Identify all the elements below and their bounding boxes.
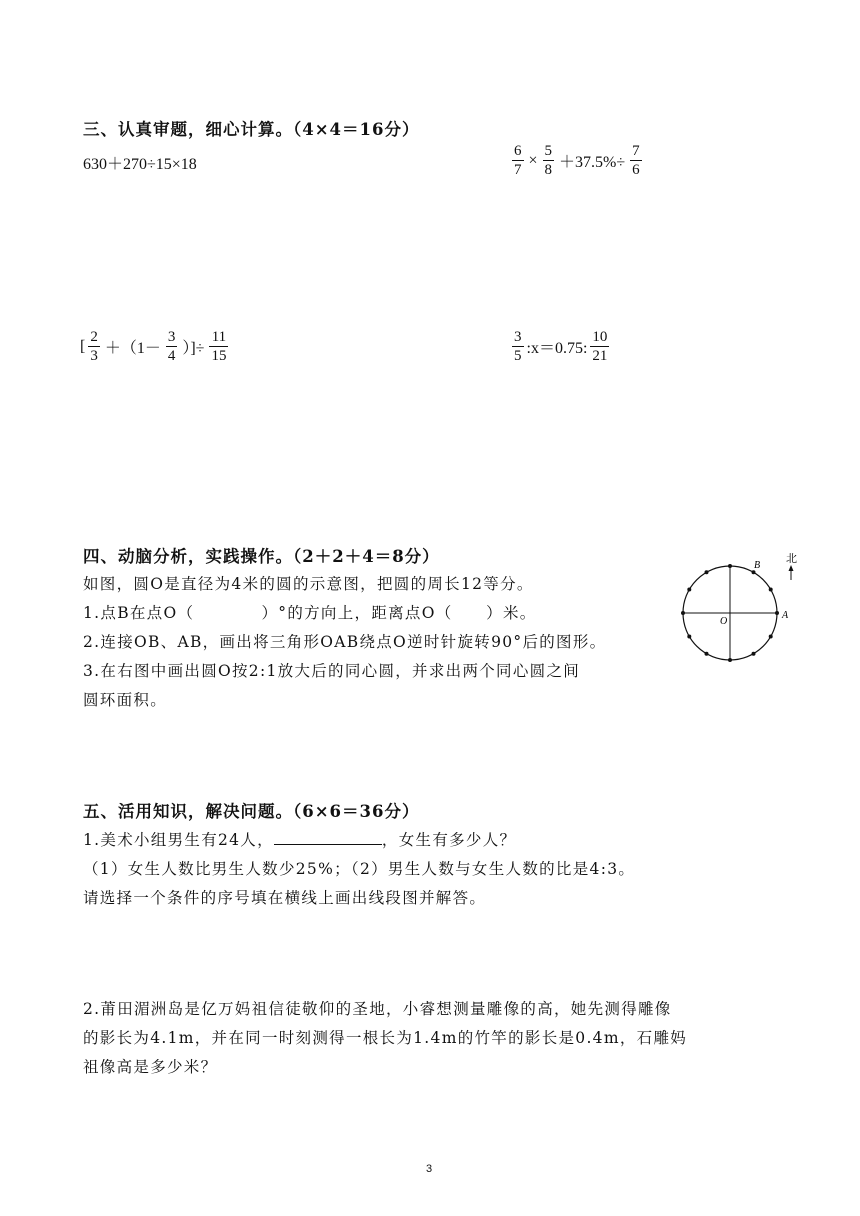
numerator: 11 — [209, 328, 228, 347]
fraction — [512, 328, 524, 365]
numerator: 5 — [544, 143, 553, 159]
section5-heading: 五、活用知识，解决问题。（6×6＝36分） — [83, 802, 420, 821]
section4-question-2: 2.连接OB、AB，画出将三角形OAB绕点O逆时针旋转90°后的图形。 — [83, 633, 607, 651]
fraction — [590, 328, 609, 365]
problem-3 — [80, 328, 230, 365]
denominator: 21 — [592, 348, 608, 364]
answer-blank[interactable] — [274, 830, 382, 845]
denominator: 8 — [544, 162, 553, 178]
section5-question-1-options: （1）女生人数比男生人数少25%；（2）男生人数与女生人数的比是4:3。 — [83, 860, 636, 878]
division-point — [705, 652, 709, 656]
division-point — [769, 588, 773, 592]
denominator: 7 — [514, 162, 522, 178]
numerator: 7 — [632, 143, 640, 159]
fraction — [166, 328, 178, 365]
numerator: 3 — [514, 329, 522, 345]
denominator: 5 — [514, 348, 522, 364]
label-a: A — [782, 610, 789, 621]
operator: ）]÷ — [182, 340, 205, 357]
section4-question-3-line1: 3.在右图中画出圆O按2:1放大后的同心圆，并求出两个同心圆之间 — [83, 662, 581, 680]
problem-4 — [510, 328, 611, 365]
denominator: 3 — [90, 348, 98, 364]
operator: ＋（1－ — [104, 340, 161, 357]
division-point — [681, 611, 685, 615]
fraction — [88, 328, 100, 365]
section4-question-3-line2: 圆环面积。 — [83, 691, 168, 709]
fraction — [209, 328, 228, 365]
question-text: ，女生有多少人？ — [381, 831, 517, 849]
section3-heading: 三、认真审题，细心计算。（4×4＝16分） — [83, 120, 420, 139]
question-text: 1.美术小组男生有24人， — [83, 831, 274, 849]
section4-question-1: 1.点B在点O（ ）°的方向上，距离点O（ ）米。 — [83, 604, 537, 622]
numerator: 2 — [90, 329, 98, 345]
division-point — [728, 658, 732, 662]
division-point — [687, 635, 691, 639]
page-number: 3 — [426, 1163, 433, 1175]
denominator: 6 — [632, 162, 640, 178]
north-label: 北 — [786, 552, 797, 565]
operator: × — [528, 151, 538, 169]
division-point — [728, 564, 732, 568]
division-point — [769, 635, 773, 639]
section5-question-1-instruction: 请选择一个条件的序号填在横线上画出线段图并解答。 — [83, 889, 487, 907]
operator: ＋37.5%÷ — [559, 154, 626, 171]
section5-question-2-line3: 祖像高是多少米？ — [83, 1058, 218, 1076]
denominator: 4 — [167, 348, 176, 364]
division-point — [775, 611, 779, 615]
circle-figure — [676, 548, 806, 670]
section4-heading: 四、动脑分析，实践操作。（2＋2＋4＝8分） — [83, 547, 440, 566]
label-b: B — [754, 560, 761, 571]
north-arrowhead-icon — [789, 565, 794, 571]
numerator: 3 — [167, 329, 176, 345]
section4-intro: 如图，圆O是直径为4米的圆的示意图，把圆的周长12等分。 — [83, 575, 534, 593]
bracket: [ — [80, 337, 86, 355]
operator: :x＝0.75: — [526, 340, 588, 357]
problem-1: 630＋270÷15×18 — [83, 156, 197, 173]
fraction — [512, 142, 524, 179]
section5-question-2-line2: 的影长为4.1m，并在同一时刻测得一根长为1.4m的竹竿的影长是0.4m，石雕妈 — [83, 1029, 688, 1047]
section5-question-2-line1: 2.莆田湄洲岛是亿万妈祖信徒敬仰的圣地，小睿想测量雕像的高，她先测得雕像 — [83, 1000, 672, 1018]
division-point — [705, 570, 709, 574]
label-o: O — [720, 616, 728, 627]
problem-2 — [510, 142, 644, 179]
numerator: 10 — [592, 329, 608, 345]
fraction — [543, 142, 555, 179]
fraction — [630, 142, 642, 179]
numerator: 6 — [514, 143, 522, 159]
denominator: 15 — [211, 348, 227, 364]
division-point — [752, 652, 756, 656]
section5-question-1 — [83, 828, 516, 850]
division-point — [687, 588, 691, 592]
